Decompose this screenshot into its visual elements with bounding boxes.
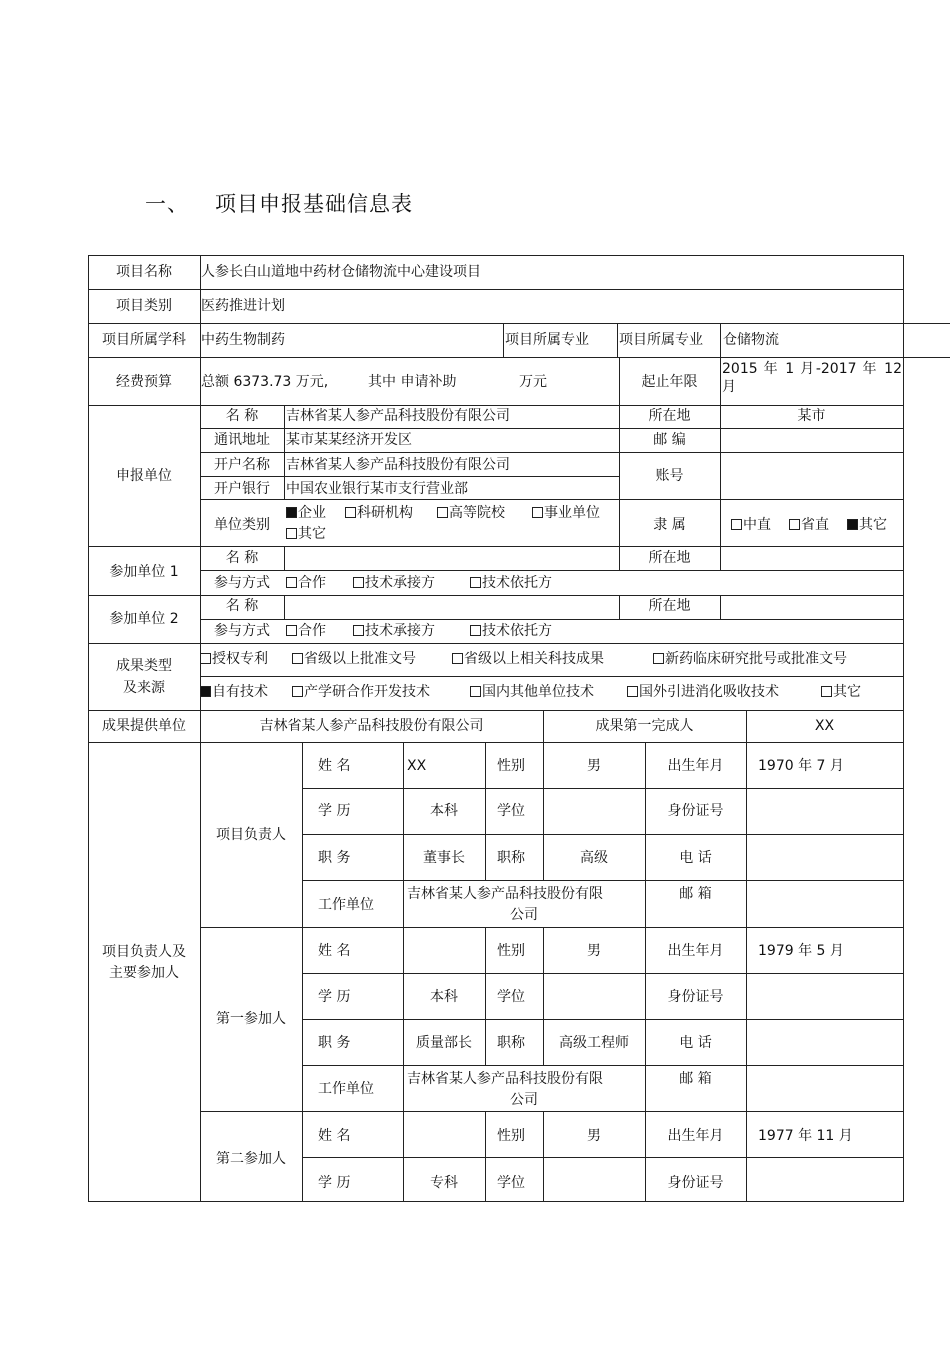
result-achievement[interactable]: 省级以上相关科技成果	[452, 650, 604, 668]
account-number-label: 账号	[655, 468, 684, 484]
checkbox-icon	[353, 625, 364, 636]
checkbox-icon	[286, 577, 297, 588]
lead-gender: 男	[587, 758, 601, 774]
major-label-2: 项目所属专业	[619, 332, 703, 348]
project-name-label: 项目名称	[116, 264, 172, 280]
second-birth-label: 出生年月	[667, 1128, 724, 1144]
unit-type-institution[interactable]: 事业单位	[532, 504, 600, 522]
budget-label: 经费预算	[116, 374, 172, 390]
lead-birth: 1970 年 7 月	[758, 758, 844, 774]
participant1-mode-support[interactable]: 技术依托方	[470, 574, 552, 592]
source-cooperation[interactable]: 产学研合作开发技术	[292, 683, 430, 701]
second-degree-label: 学位	[497, 1175, 525, 1191]
lead-title-label: 职称	[497, 850, 525, 866]
source-own[interactable]: 自有技术	[200, 683, 268, 701]
first-completer-label: 成果第一完成人	[595, 718, 694, 734]
applicant-label: 申报单位	[116, 468, 172, 484]
major-label: 项目所属专业	[505, 332, 589, 348]
checkbox-icon	[286, 528, 297, 539]
first-participant-label: 第一参加人	[216, 1011, 286, 1027]
lead-name: XX	[407, 758, 427, 774]
first-edu: 本科	[430, 989, 458, 1005]
participant1-name-label: 名 称	[225, 550, 259, 566]
lead-name-label: 姓 名	[318, 758, 351, 774]
applicant-name: 吉林省某人参产品科技股份有限公司	[286, 408, 510, 424]
checkbox-icon	[452, 653, 463, 664]
provider-value: 吉林省某人参产品科技股份有限公司	[259, 718, 484, 734]
unit-type-enterprise[interactable]: 企业	[286, 504, 326, 522]
checkbox-icon	[789, 519, 800, 530]
project-category-value: 医药推进计划	[201, 298, 285, 314]
participant1-mode-cooperate[interactable]: 合作	[286, 574, 326, 592]
second-edu: 专科	[430, 1175, 458, 1191]
second-birth: 1977 年 11 月	[758, 1128, 853, 1144]
second-id-label: 身份证号	[667, 1175, 724, 1191]
lead-mail-label: 邮 箱	[679, 886, 712, 902]
checkbox-icon	[353, 577, 364, 588]
checkbox-icon	[200, 653, 211, 664]
participant1-location-label: 所在地	[648, 550, 691, 566]
account-name-label: 开户名称	[214, 457, 270, 473]
source-domestic[interactable]: 国内其他单位技术	[470, 683, 594, 701]
lead-edu-label: 学 历	[318, 803, 351, 819]
second-gender: 男	[587, 1128, 601, 1144]
first-work-line2: 公司	[510, 1092, 538, 1108]
first-id-label: 身份证号	[667, 989, 724, 1005]
checkbox-checked-icon	[847, 519, 858, 530]
applicant-location-label: 所在地	[648, 408, 691, 424]
period-value: 2015 年 1 月-2017 年 12 月	[722, 361, 902, 395]
checkbox-icon	[470, 686, 481, 697]
checkbox-icon	[821, 686, 832, 697]
address-value: 某市某某经济开发区	[286, 432, 412, 448]
participant1-mode-undertaker[interactable]: 技术承接方	[353, 574, 435, 592]
participant2-name-label: 名 称	[225, 598, 259, 614]
affiliation-other[interactable]: 其它	[847, 516, 887, 534]
unit-type-other[interactable]: 其它	[286, 525, 326, 543]
first-work-label: 工作单位	[318, 1081, 374, 1097]
zip-label: 邮 编	[653, 432, 686, 448]
bank-label: 开户银行	[214, 481, 270, 497]
second-edu-label: 学 历	[318, 1175, 351, 1191]
affiliation-central[interactable]: 中直	[731, 516, 771, 534]
people-label-1: 项目负责人及	[102, 944, 186, 960]
result-approval[interactable]: 省级以上批准文号	[292, 650, 416, 668]
checkbox-icon	[627, 686, 638, 697]
participant1-mode-label: 参与方式	[214, 575, 270, 591]
participant2-location-label: 所在地	[648, 598, 691, 614]
provider-label: 成果提供单位	[102, 718, 186, 734]
first-mail-label: 邮 箱	[679, 1071, 712, 1087]
affiliation-label: 隶 属	[653, 517, 686, 533]
major-value: 仓储物流	[723, 332, 779, 348]
participant1-label: 参加单位 1	[109, 564, 179, 580]
account-name: 吉林省某人参产品科技股份有限公司	[286, 457, 510, 473]
checkbox-icon	[292, 653, 303, 664]
checkbox-icon	[731, 519, 742, 530]
budget-total: 总额 6373.73 万元,	[201, 374, 329, 390]
first-title-label: 职称	[497, 1035, 525, 1051]
title-text: 项目申报基础信息表	[215, 192, 413, 216]
first-degree-label: 学位	[497, 989, 525, 1005]
first-gender-label: 性别	[497, 943, 525, 959]
unit-type-research[interactable]: 科研机构	[345, 504, 413, 522]
budget-unit: 万元	[519, 374, 547, 390]
lead-duty: 董事长	[423, 850, 465, 866]
subject-label: 项目所属学科	[102, 332, 186, 348]
affiliation-provincial[interactable]: 省直	[789, 516, 829, 534]
checkbox-icon	[470, 577, 481, 588]
first-name-label: 姓 名	[318, 943, 351, 959]
title-number: 一、	[145, 192, 189, 216]
checkbox-icon	[437, 507, 448, 518]
participant2-mode-undertaker[interactable]: 技术承接方	[353, 622, 435, 640]
unit-type-label: 单位类别	[214, 517, 270, 533]
participant2-mode-label: 参与方式	[214, 623, 270, 639]
first-birth-label: 出生年月	[667, 943, 724, 959]
lead-title: 高级	[580, 850, 608, 866]
checkbox-icon	[286, 625, 297, 636]
lead-work-line1: 吉林省某人参产品科技股份有限	[407, 886, 603, 902]
participant2-label: 参加单位 2	[109, 611, 179, 627]
participant2-mode-cooperate[interactable]: 合作	[286, 622, 326, 640]
project-name-value: 人参长白山道地中药材仓储物流中心建设项目	[201, 264, 481, 280]
checkbox-icon	[470, 625, 481, 636]
checkbox-icon	[292, 686, 303, 697]
lead-work-label: 工作单位	[318, 897, 374, 913]
lead-id-label: 身份证号	[667, 803, 724, 819]
lead-duty-label: 职 务	[318, 850, 351, 866]
lead-label: 项目负责人	[216, 827, 286, 843]
bank-value: 中国农业银行某市支行营业部	[286, 481, 468, 497]
lead-work-line2: 公司	[510, 907, 538, 923]
period-label: 起止年限	[641, 374, 698, 390]
lead-birth-label: 出生年月	[667, 758, 724, 774]
first-duty: 质量部长	[416, 1035, 472, 1051]
result-type-label-2: 及来源	[123, 680, 165, 696]
checkbox-icon	[532, 507, 543, 518]
checkbox-icon	[653, 653, 664, 664]
first-phone-label: 电 话	[679, 1035, 712, 1051]
first-title: 高级工程师	[559, 1035, 629, 1051]
checkbox-checked-icon	[200, 686, 211, 697]
applicant-location: 某市	[797, 408, 826, 424]
second-gender-label: 性别	[497, 1128, 525, 1144]
first-duty-label: 职 务	[318, 1035, 351, 1051]
checkbox-icon	[345, 507, 356, 518]
first-work-line1: 吉林省某人参产品科技股份有限	[407, 1071, 603, 1087]
applicant-name-label: 名 称	[225, 408, 259, 424]
first-gender: 男	[587, 943, 601, 959]
unit-type-college[interactable]: 高等院校	[437, 504, 505, 522]
result-clinical[interactable]: 新药临床研究批号或批准文号	[653, 650, 847, 668]
source-foreign[interactable]: 国外引进消化吸收技术	[627, 683, 779, 701]
lead-gender-label: 性别	[497, 758, 525, 774]
page-title	[145, 188, 413, 218]
lead-edu: 本科	[430, 803, 458, 819]
result-type-label-1: 成果类型	[116, 658, 172, 674]
participant2-mode-support[interactable]: 技术依托方	[470, 622, 552, 640]
source-other[interactable]: 其它	[821, 683, 861, 701]
people-label-2: 主要参加人	[109, 965, 179, 981]
first-completer-value: XX	[814, 718, 835, 734]
first-birth: 1979 年 5 月	[758, 943, 844, 959]
subject-value: 中药生物制药	[201, 332, 285, 348]
second-participant-label: 第二参加人	[216, 1151, 286, 1167]
project-category-label: 项目类别	[116, 298, 172, 314]
result-patent[interactable]: 授权专利	[200, 650, 268, 668]
lead-phone-label: 电 话	[679, 850, 712, 866]
checkbox-checked-icon	[286, 507, 297, 518]
second-name-label: 姓 名	[318, 1128, 351, 1144]
budget-subsidy-label: 其中 申请补助	[368, 374, 457, 390]
lead-degree-label: 学位	[497, 803, 525, 819]
address-label: 通讯地址	[214, 432, 270, 448]
first-edu-label: 学 历	[318, 989, 351, 1005]
